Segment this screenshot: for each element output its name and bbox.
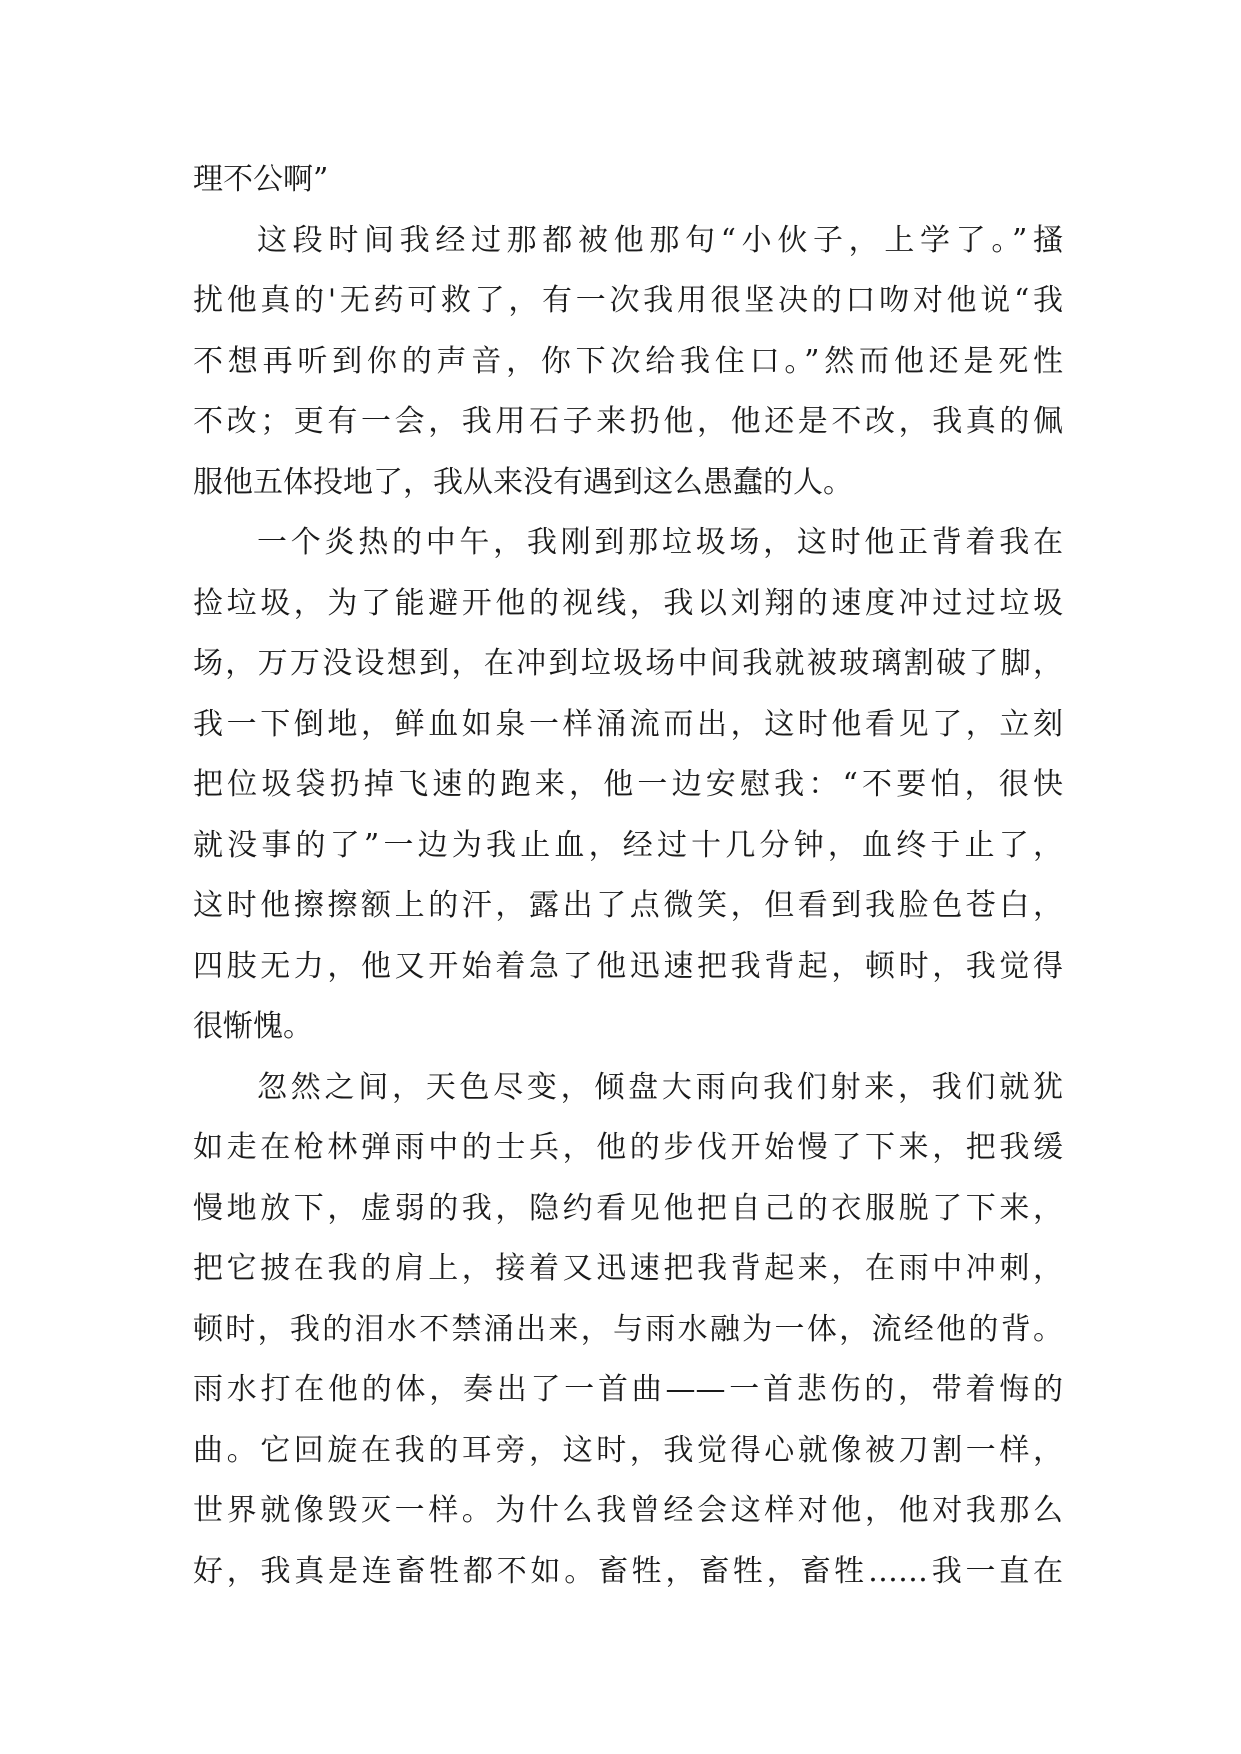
text-line: 捡垃圾，为了能避开他的视线，我以刘翔的速度冲过过垃圾 bbox=[193, 585, 1063, 621]
text-line: 不改；更有一会，我用石子来扔他，他还是不改，我真的佩 bbox=[193, 404, 1063, 439]
text-line: 就没事的了”一边为我止血，经过十几分钟，血终于止了， bbox=[193, 827, 1063, 863]
text-line: 如走在枪林弹雨中的士兵，他的步伐开始慢了下来，把我缓 bbox=[193, 1130, 1063, 1165]
text-line: 顿时，我的泪水不禁涌出来，与雨水融为一体，流经他的背。 bbox=[193, 1311, 1063, 1347]
text-line: 不想再听到你的声音，你下次给我住口。”然而他还是死性 bbox=[193, 343, 1063, 379]
text-line: 这时他擦擦额上的汗，露出了点微笑，但看到我脸色苍白， bbox=[193, 888, 1063, 923]
text-line: 四肢无力，他又开始着急了他迅速把我背起，顿时，我觉得 bbox=[193, 948, 1063, 984]
text-line: 这段时间我经过那都被他那句“小伙子，上学了。”搔 bbox=[257, 222, 1063, 258]
body-text bbox=[193, 150, 1063, 1602]
text-line: 曲。它回旋在我的耳旁，这时，我觉得心就像被刀割一样， bbox=[193, 1432, 1063, 1468]
text-line: 场，万万没设想到，在冲到垃圾场中间我就被玻璃割破了脚， bbox=[193, 646, 1063, 681]
text-line: 服他五体投地了，我从来没有遇到这么愚蠢的人。 bbox=[193, 464, 853, 500]
text-line: 世界就像毁灭一样。为什么我曾经会这样对他，他对我那么 bbox=[193, 1493, 1063, 1528]
text-line: 好，我真是连畜牲都不如。畜牲，畜牲，畜牲……我一直在 bbox=[193, 1553, 1063, 1589]
text-line: 一个炎热的中午，我刚到那垃圾场，这时他正背着我在 bbox=[257, 525, 1063, 560]
text-line: 慢地放下，虚弱的我，隐约看见他把自己的衣服脱了下来， bbox=[193, 1190, 1063, 1226]
text-line: 理不公啊” bbox=[193, 162, 329, 197]
text-line: 我一下倒地，鲜血如泉一样涌流而出，这时他看见了，立刻 bbox=[193, 706, 1063, 742]
text-line: 忽然之间，天色尽变，倾盘大雨向我们射来，我们就犹 bbox=[257, 1069, 1063, 1105]
text-line: 很惭愧。 bbox=[193, 1009, 313, 1044]
text-line: 雨水打在他的体，奏出了一首曲——一首悲伤的，带着悔的 bbox=[193, 1372, 1063, 1407]
text-line: 把它披在我的肩上，接着又迅速把我背起来，在雨中冲刺， bbox=[193, 1251, 1063, 1286]
text-line: 把位圾袋扔掉飞速的跑来，他一边安慰我：“不要怕，很快 bbox=[193, 767, 1063, 802]
text-line: 扰他真的'无药可救了，有一次我用很坚决的口吻对他说“我 bbox=[193, 283, 1063, 318]
